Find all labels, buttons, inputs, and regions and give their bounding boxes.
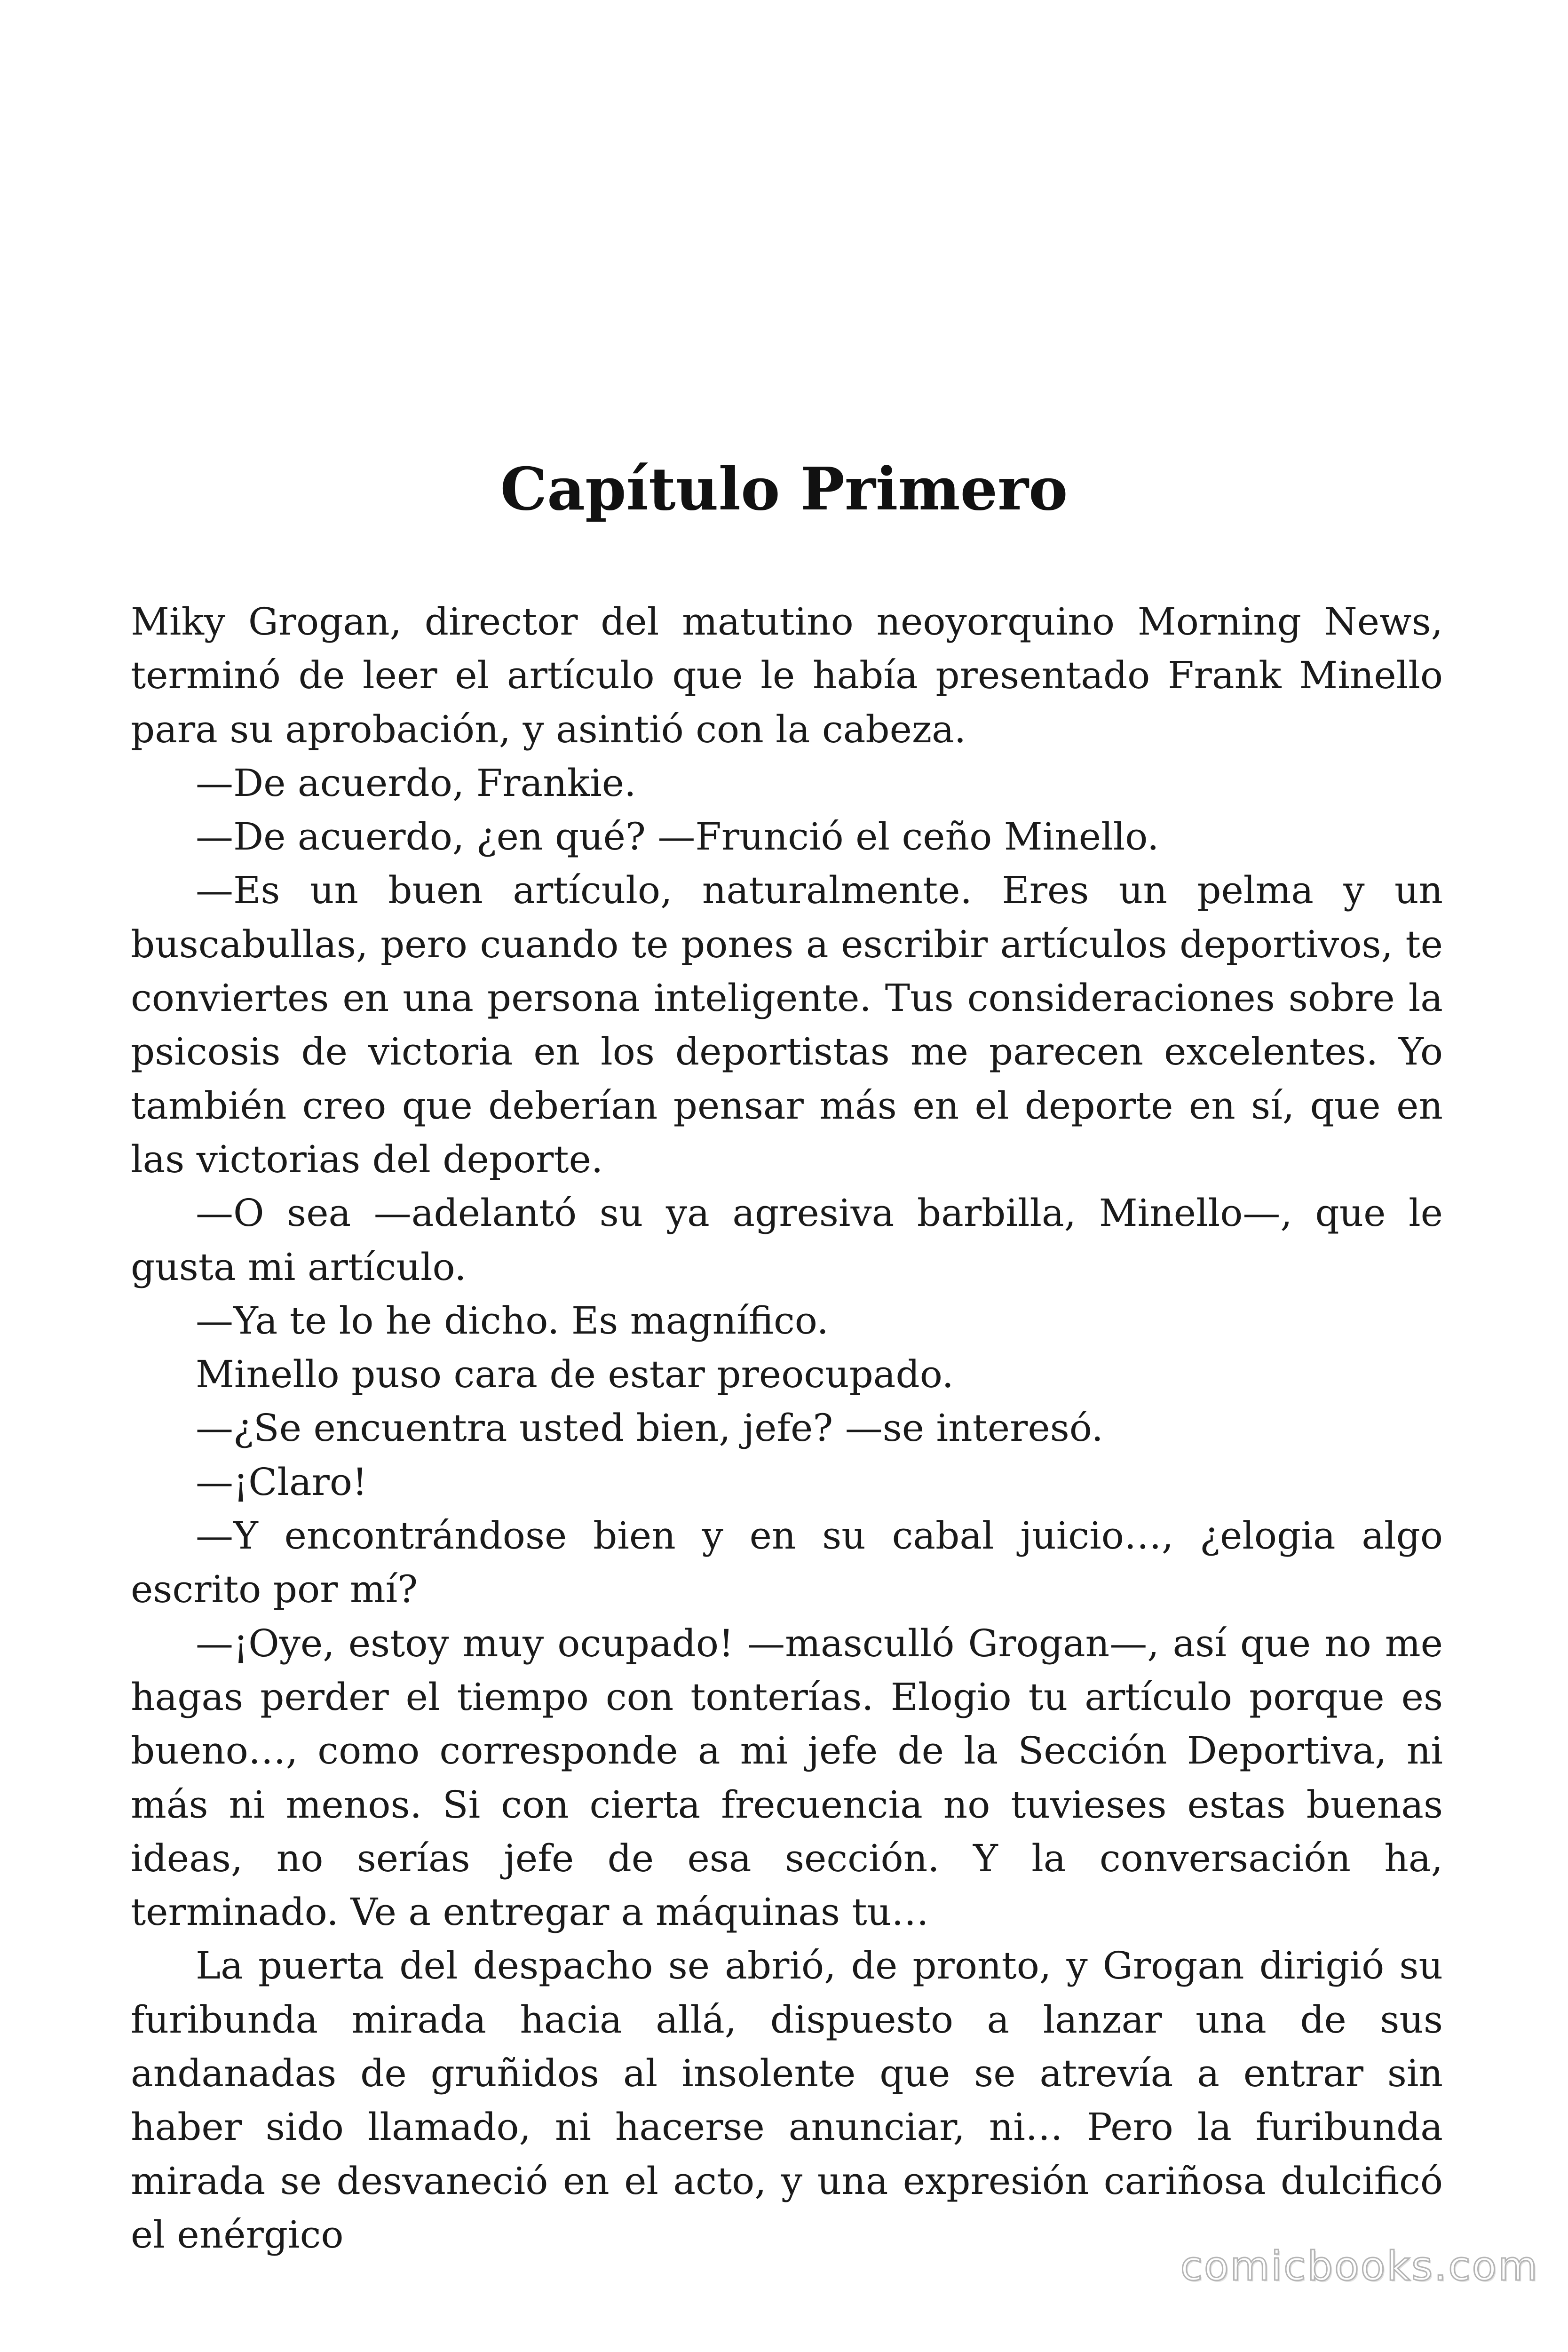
paragraph: —De acuerdo, ¿en qué? —Frunció el ceño Minello. <box>196 815 1159 859</box>
paragraph: —Ya te lo he dicho. Es magnífico. <box>196 1298 829 1343</box>
paragraph: Minello puso cara de estar preocupado. <box>196 1352 954 1397</box>
chapter-body <box>131 595 1443 2262</box>
paragraph: —¡Claro! <box>196 1460 368 1504</box>
paragraph: La puerta del despacho se abrió, de pronto, y Grogan dirigió su furibunda mirada hacia allá, dispuesto a lanzar una de sus andanadas de gruñidos al insolente que se atrevía a entrar sin haber sido llamado, ni hacerse anunciar, ni… Pero la furibunda mirada se desvaneció en el acto, y una expresión cariñosa dulcificó el enérgico <box>131 1944 1443 2257</box>
watermark: comicbooks.com <box>1180 2243 1539 2290</box>
paragraph: —Y encontrándose bien y en su cabal juicio…, ¿elogia algo escrito por mí? <box>131 1514 1443 1612</box>
paragraph: Miky Grogan, director del matutino neoyorquino Morning News, terminó de leer el artículo que le había presentado Frank Minello para su aprobación, y asintió con la cabeza. <box>131 600 1443 751</box>
paragraph: —Es un buen artículo, naturalmente. Eres un pelma y un buscabullas, pero cuando te pones a escribir artículos deportivos, te conviertes en una persona inteligente. Tus consideraciones sobre la psicosis de victoria en los deportistas me parecen excelentes. Yo también creo que deberían pensar más en el deporte en sí, que en las victorias del deporte. <box>131 868 1443 1181</box>
paragraph: —De acuerdo, Frankie. <box>196 761 636 805</box>
paragraph: —O sea —adelantó su ya agresiva barbilla, Minello—, que le gusta mi artículo. <box>131 1191 1443 1289</box>
chapter-title: Capítulo Primero <box>500 455 1068 524</box>
paragraph: —¿Se encuentra usted bien, jefe? —se interesó. <box>196 1406 1103 1450</box>
paragraph: —¡Oye, estoy muy ocupado! —masculló Grogan—, así que no me hagas perder el tiempo con tonterías. Elogio tu artículo porque es bueno…, como corresponde a mi jefe de la Sección Deportiva, ni más ni menos. Si con cierta frecuencia no tuvieses estas buenas ideas, no serías jefe de esa sección. Y la conversación ha, terminado. Ve a entregar a máquinas tu… <box>131 1621 1443 1934</box>
